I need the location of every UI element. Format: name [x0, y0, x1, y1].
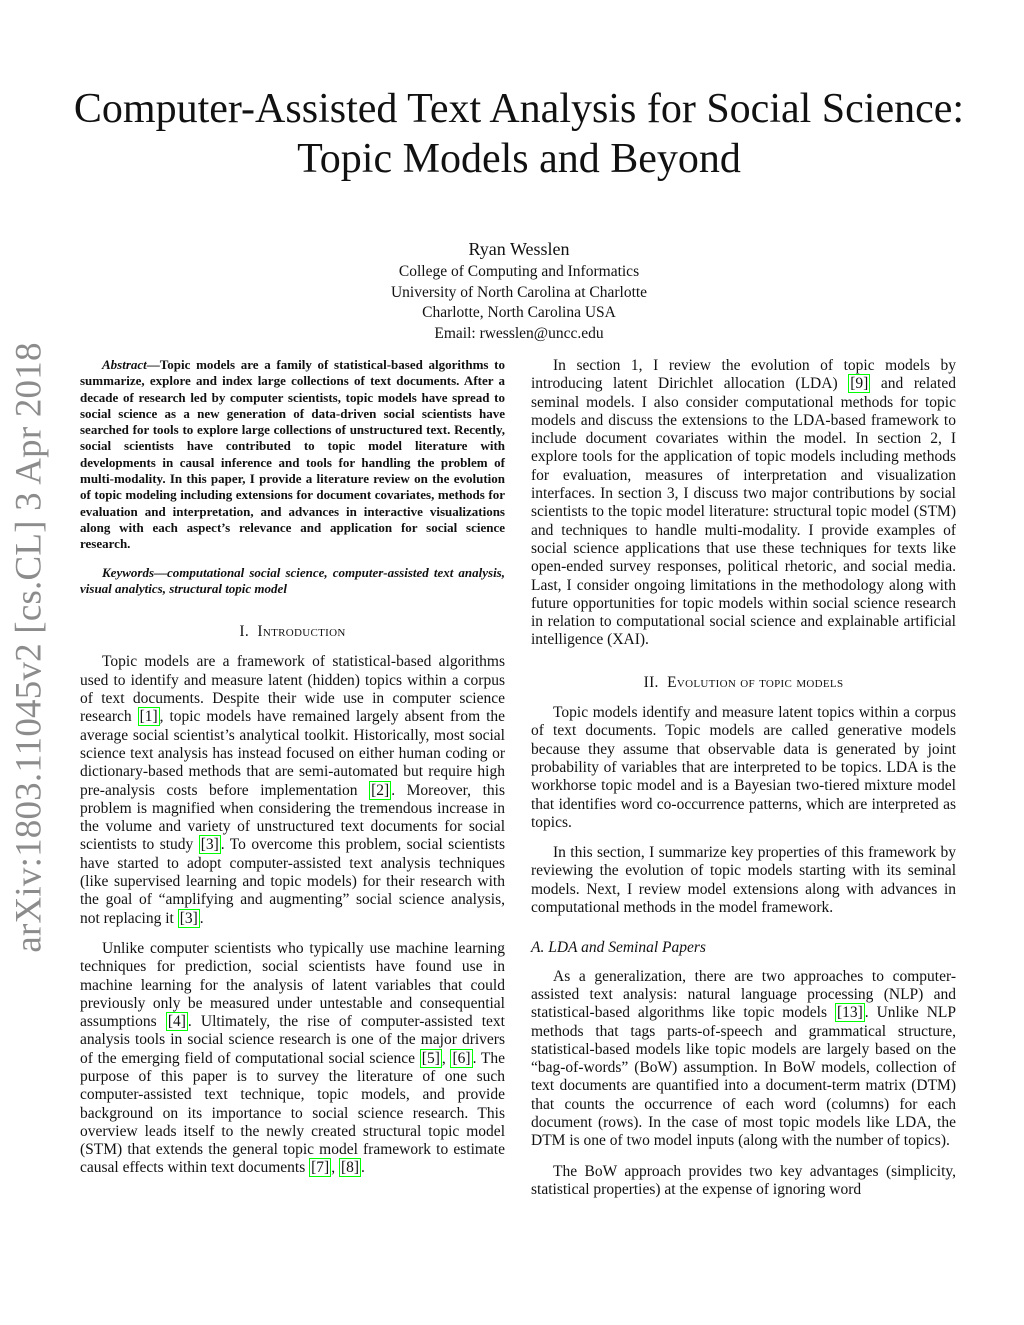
paragraph: Topic models are a framework of statistical-based algorithms used to identify and measure latent (hidden) topics within a corpus of text documents. Despite their wide use in computer science research [1] , topic models have remained largely absent from the average social scientist’s analytical toolkit. Historically, most social science text analysis has instead focused on either human coding or dictionary-based methods that are semi-automated but require high pre-analysis costs before implementation [2] . Moreover, this problem is magnified when considering the tremendous increase in the volume and variety of unstructured text documents for social scientists to study [3] . To overcome this problem, social scientists have started to adopt computer-assisted text analysis techniques (like supervised learning and topic models) for their research with the goal of “amplifying and augmenting” social science analysis, not replacing it [3] . — [80, 653, 506, 927]
paragraph: Topic models identify and measure latent topics within a corpus of text documents. Topic models are called generative models because they assume that observable data is generated by joint probability of variables that are interpreted to be topics. LDA is the workhorse topic model and is a Bayesian two-tiered mixture model that identifies word co-occurrence patterns, which are interpreted as topics. — [531, 704, 956, 831]
keywords-text: —computational social science, computer-assisted text analysis, visual analytics, structural topic model — [80, 564, 505, 596]
paragraph: As a generalization, there are two approaches to computer-assisted text analysis: natural language processing (NLP) and statistical-based algorithms like topic models [13] . Unlike NLP methods that tags parts-of-speech and grammatical structure, statistical-based models like topic models are largely based on the “bag-of-words” (BoW) assumption. In BoW models, collection of text documents are quantified into a document-term matrix (DTM) that counts the occurrence of each word (columns) for each document (rows). In the case of most topic models like LDA, the DTM is one of two model inputs (along with the number of topics). — [531, 967, 957, 1150]
section-number: II. — [643, 673, 659, 691]
section-number: I. — [239, 623, 250, 641]
citation-link[interactable]: [9] — [850, 375, 869, 393]
keywords-label: Keywords — [102, 564, 154, 580]
paragraph: In this section, I summarize key properties of this framework by reviewing the evolution of topic models starting with its seminal models. Next, I review model extensions along with advances in computational methods in the model framework. — [531, 844, 956, 917]
citation-link[interactable]: [4] — [167, 1013, 186, 1031]
title-line-2: Topic Models and Beyond — [297, 136, 741, 182]
citation-link[interactable]: [7] — [311, 1159, 330, 1177]
affiliation-line: College of Computing and Informatics — [398, 263, 640, 280]
affiliation-line: University of North Carolina at Charlotte — [390, 283, 648, 301]
paragraph: The BoW approach provides two key advantages (simplicity, statistical properties) at the expense of ignoring word — [531, 1162, 956, 1198]
keywords — [80, 565, 505, 598]
citation-link[interactable]: [5] — [421, 1049, 440, 1067]
section-heading-evolution — [531, 674, 956, 692]
subsection-heading: A. LDA and Seminal Papers — [531, 939, 706, 957]
citation-link[interactable]: [2] — [371, 781, 390, 799]
abstract-text: —Topic models are a family of statistical-based algorithms to summarize, explore and index large collections of text documents. After a decade of research led by computer scientists, topic models have spread to social science as a new generation of data-driven social scientists have searched for tools to explore large collections of unstructured text. Recently, social scientists have contributed to topic model literature with developments in causal inference and tools for handling the problem of multi-modality. In this paper, I provide a literature review on the evolution of topic modeling including extensions for document covariates, methods for evaluation and interpretation, and advances in interactive visualizations along with each aspect’s relevance and application for social science research. — [80, 357, 505, 552]
citation-link[interactable]: [3] — [179, 909, 198, 927]
abstract-label: Abstract — [102, 357, 147, 372]
paragraph: Unlike computer scientists who typically use machine learning techniques for prediction, social scientists have found use in machine learning for the analysis of latent variables that could previously only be measured under untestable and consequential assumptions [4] . Ultimately, the rise of computer-assisted text analysis tools in social science research is one of the major drivers of the emerging field of computational social science [5] , [6] . The purpose of this paper is to survey the literature of one such computer-assisted text technique, topic models, and provide background on its importance to social science research. This overview leads itself to the newly created structural topic model (STM) that extends the general topic model framework to estimate causal effects within text documents [7] , [8] . — [80, 939, 505, 1177]
arxiv-id: arXiv:1803.11045v2 [cs.CL] 3 Apr 2018 — [8, 341, 50, 953]
section-heading-introduction — [80, 623, 505, 641]
citation-link[interactable]: [6] — [452, 1049, 471, 1067]
citation-link[interactable]: [13] — [836, 1004, 863, 1022]
paper-title — [60, 84, 978, 184]
paragraph: In section 1, I review the evolution of topic models by introducing latent Dirichlet allocation (LDA) [9] and related seminal models. I also consider computational methods for topic models and discuss the extensions to the LDA-based framework to include document covariates within the model. In section 2, I explore tools for the application of topic models including methods for evaluation, measures of interpretation and visualization interfaces. In section 3, I discuss two major contributions by social scientists to the topic model literature: structural topic model (STM) and techniques to handle multi-modality. I provide examples of social science applications that use these techniques for texts like open-ended survey responses, political rhetoric, and social media. Last, I consider ongoing limitations in the methodology along with future opportunities for topic models within social science research in relation to computational social science and explainable artificial intelligence (XAI). — [531, 357, 956, 649]
abstract — [80, 357, 505, 553]
citation-link[interactable]: [8] — [340, 1159, 360, 1177]
author-name: Ryan Wesslen — [468, 239, 570, 259]
citation-link[interactable]: [3] — [200, 836, 219, 854]
title-line-1: Computer-Assisted Text Analysis for Social Science: — [73, 86, 965, 132]
left-column — [80, 357, 505, 1190]
citation-link[interactable]: [1] — [139, 708, 158, 726]
right-column — [531, 357, 956, 1211]
author-block — [260, 238, 778, 344]
section-title: Evolution of topic models — [667, 673, 844, 691]
affiliation-line: Charlotte, North Carolina USA — [422, 304, 616, 321]
section-title: Introduction — [257, 623, 346, 641]
arxiv-stamp — [4, 341, 54, 953]
author-email: Email: rwesslen@uncc.edu — [434, 324, 604, 342]
